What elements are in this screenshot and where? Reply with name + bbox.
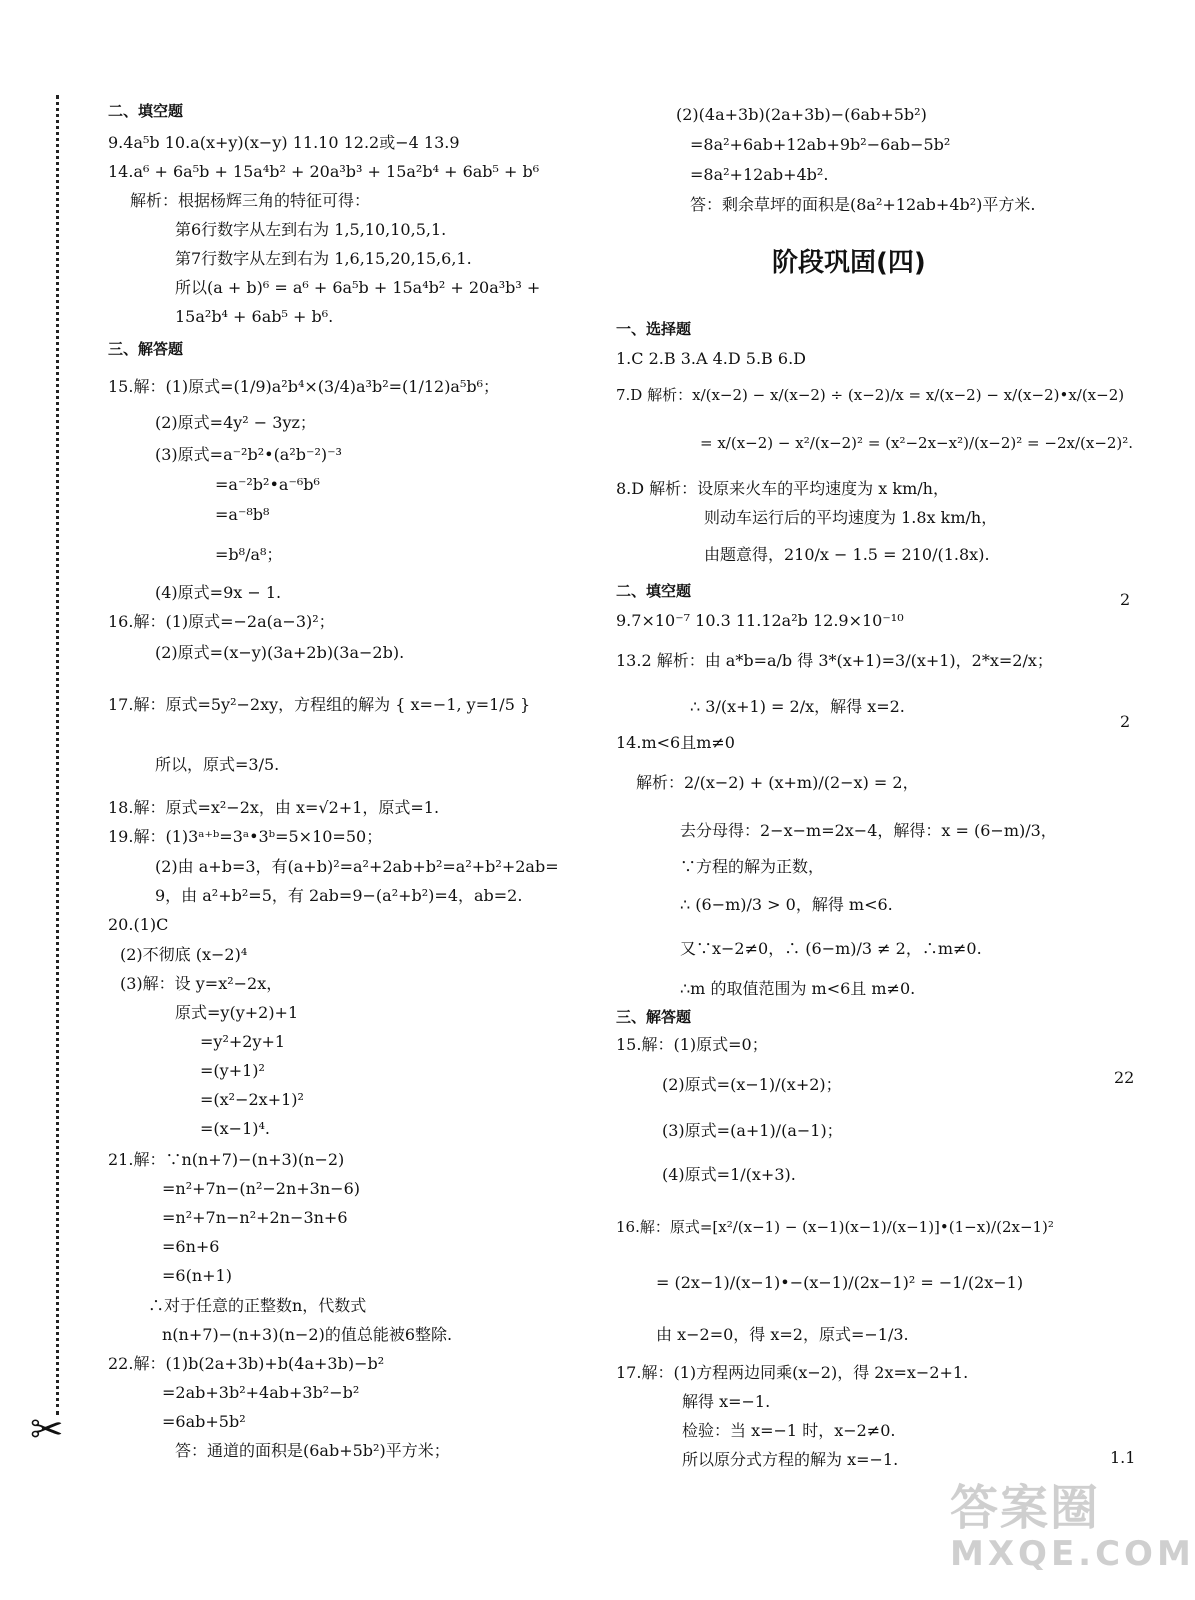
answer-line: (4)原式=1/(x+3). (662, 1165, 796, 1184)
answer-line: 9.4a⁵b 10.a(x+y)(x−y) 11.10 12.2或−4 13.9 (108, 133, 460, 152)
answer-line: 去分母得：2−x−m=2x−4，解得：x = (6−m)/3， (680, 821, 1057, 840)
answer-line: (3)原式=a⁻²b²•(a²b⁻²)⁻³ (155, 445, 342, 464)
answer-line: 17.解：(1)方程两边同乘(x−2)，得 2x=x−2+1. (616, 1363, 969, 1382)
answer-line: =y²+2y+1 (200, 1032, 286, 1051)
answer-line: 8.D 解析：设原来火车的平均速度为 x km/h， (616, 479, 949, 498)
answer-line: 解析：2/(x−2) + (x+m)/(2−x) = 2， (636, 773, 919, 792)
answer-line: 由题意得，210/x − 1.5 = 210/(1.8x). (704, 545, 990, 564)
answer-line: 7.D 解析：x/(x−2) − x/(x−2) ÷ (x−2)/x = x/(x−2) − x/(x−2)•x/(x−2) (616, 386, 1125, 404)
page-title: 阶段巩固(四) (772, 248, 926, 278)
answer-line: 解析：根据杨辉三角的特征可得： (130, 191, 371, 210)
answer-line: 15a²b⁴ + 6ab⁵ + b⁶. (175, 307, 334, 326)
section-title: 二、填空题 (108, 102, 184, 120)
answer-line: ∵方程的解为正数， (680, 857, 825, 876)
answer-line: =2ab+3b²+4ab+3b²−b² (162, 1383, 360, 1402)
answer-line: ∴对于任意的正整数n，代数式 (148, 1296, 367, 1315)
answer-line: n(n+7)−(n+3)(n−2)的值总能被6整除. (162, 1325, 453, 1344)
watermark-url: MXQE.COM (950, 1534, 1195, 1574)
answer-line: =(x²−2x+1)² (200, 1090, 304, 1109)
answer-line: ∴ (6−m)/3 > 0，解得 m<6. (680, 895, 893, 914)
section-title: 一、选择题 (616, 320, 692, 338)
answer-line: =6(n+1) (162, 1266, 232, 1285)
answer-line: 13.2 解析：由 a*b=a/b 得 3*(x+1)=3/(x+1)，2*x=2/x； (616, 651, 1053, 670)
answer-line: =a⁻²b²•a⁻⁶b⁶ (215, 475, 320, 494)
section-title: 三、解答题 (616, 1008, 692, 1026)
answer-line: 15.解：(1)原式=0； (616, 1035, 768, 1054)
answer-line: =8a²+12ab+4b². (690, 165, 829, 184)
cut-line (56, 95, 59, 1415)
answer-line: 第7行数字从左到右为 1,6,15,20,15,6,1. (175, 249, 472, 268)
answer-line: 20.(1)C (108, 915, 169, 934)
watermark (950, 1482, 1195, 1574)
answer-line: (2)(4a+3b)(2a+3b)−(6ab+5b²) (676, 105, 927, 124)
answer-line: 解得 x=−1. (682, 1392, 771, 1411)
answer-line: 原式=y(y+2)+1 (175, 1003, 299, 1022)
answer-line: 19.解：(1)3ᵃ⁺ᵇ=3ᵃ•3ᵇ=5×10=50； (108, 827, 383, 846)
answer-line: 答：通道的面积是(6ab+5b²)平方米； (175, 1441, 450, 1460)
answer-line: =(y+1)² (200, 1061, 265, 1080)
answer-line: =6n+6 (162, 1237, 220, 1256)
answer-line: 15.解：(1)原式=(1/9)a²b⁴×(3/4)a³b²=(1/12)a⁵b⁶； (108, 377, 500, 396)
answer-line: = x/(x−2) − x²/(x−2)² = (x²−2x−x²)/(x−2)² = −2x/(x−2)². (700, 434, 1134, 452)
edge-text: 2 (1120, 712, 1131, 731)
edge-text: 2 (1120, 590, 1131, 609)
answer-line: 21.解：∵n(n+7)−(n+3)(n−2) (108, 1150, 345, 1169)
answer-line: (2)原式=4y² − 3yz； (155, 413, 316, 432)
answer-line: =n²+7n−n²+2n−3n+6 (162, 1208, 348, 1227)
answer-line: (2)原式=(x−y)(3a+2b)(3a−2b). (155, 643, 405, 662)
answer-line: 1.C 2.B 3.A 4.D 5.B 6.D (616, 349, 806, 368)
answer-line: 18.解：原式=x²−2x，由 x=√2+1，原式=1. (108, 798, 440, 817)
answer-line: 第6行数字从左到右为 1,5,10,10,5,1. (175, 220, 447, 239)
answer-line: 16.解：(1)原式=−2a(a−3)²； (108, 612, 335, 631)
answer-line: =(x−1)⁴. (200, 1119, 270, 1138)
answer-line: 14.a⁶ + 6a⁵b + 15a⁴b² + 20a³b³ + 15a²b⁴ + 6ab⁵ + b⁶ (108, 162, 540, 181)
answer-line: = (2x−1)/(x−1)•−(x−1)/(2x−1)² = −1/(2x−1) (656, 1273, 1024, 1292)
answer-line: 9.7×10⁻⁷ 10.3 11.12a²b 12.9×10⁻¹⁰ (616, 611, 904, 630)
answer-line: 检验：当 x=−1 时，x−2≠0. (682, 1421, 896, 1440)
answer-line: 17.解：原式=5y²−2xy，方程组的解为 { x=−1, y=1/5 } (108, 695, 531, 714)
answer-line: 则动车运行后的平均速度为 1.8x km/h， (704, 508, 998, 527)
section-title: 三、解答题 (108, 340, 184, 358)
answer-line: 9，由 a²+b²=5，有 2ab=9−(a²+b²)=4，ab=2. (155, 886, 523, 905)
section-title: 二、填空题 (616, 582, 692, 600)
watermark-logo-text: 答案圈 (950, 1480, 1101, 1536)
answer-line: 所以原分式方程的解为 x=−1. (682, 1450, 899, 1469)
answer-line: 所以(a + b)⁶ = a⁶ + 6a⁵b + 15a⁴b² + 20a³b³ + (175, 278, 541, 297)
answer-line: =8a²+6ab+12ab+9b²−6ab−5b² (690, 135, 951, 154)
answer-line: =n²+7n−(n²−2n+3n−6) (162, 1179, 360, 1198)
answer-line: 由 x−2=0，得 x=2，原式=−1/3. (656, 1325, 909, 1344)
answer-line: 22.解：(1)b(2a+3b)+b(4a+3b)−b² (108, 1354, 385, 1373)
scissors-icon: ✂ (30, 1407, 64, 1453)
answer-line: (3)原式=(a+1)/(a−1)； (662, 1121, 843, 1140)
edge-text: 1.1 (1110, 1448, 1136, 1467)
answer-line: (2)由 a+b=3，有(a+b)²=a²+2ab+b²=a²+b²+2ab= (155, 857, 559, 876)
answer-line: =a⁻⁸b⁸ (215, 505, 270, 524)
edge-text: 22 (1114, 1068, 1135, 1087)
answer-line: =6ab+5b² (162, 1412, 246, 1431)
answer-line: (4)原式=9x − 1. (155, 583, 282, 602)
answer-line: (2)不彻底 (x−2)⁴ (120, 945, 248, 964)
answer-line: ∴m 的取值范围为 m<6且 m≠0. (680, 979, 916, 998)
answer-line: =b⁸/a⁸； (215, 545, 283, 564)
answer-line: (2)原式=(x−1)/(x+2)； (662, 1075, 842, 1094)
answer-line: 14.m<6且m≠0 (616, 733, 735, 752)
answer-line: 答：剩余草坪的面积是(8a²+12ab+4b²)平方米. (690, 195, 1036, 214)
answer-line: 16.解：原式=[x²/(x−1) − (x−1)(x−1)/(x−1)]•(1−x)/(2x−1)² (616, 1218, 1054, 1236)
answer-line: ∴ 3/(x+1) = 2/x，解得 x=2. (690, 697, 905, 716)
answer-line: 所以，原式=3/5. (155, 755, 280, 774)
answer-line: 又∵x−2≠0，∴ (6−m)/3 ≠ 2，∴m≠0. (680, 939, 982, 958)
answer-line: (3)解：设 y=x²−2x， (120, 974, 283, 993)
